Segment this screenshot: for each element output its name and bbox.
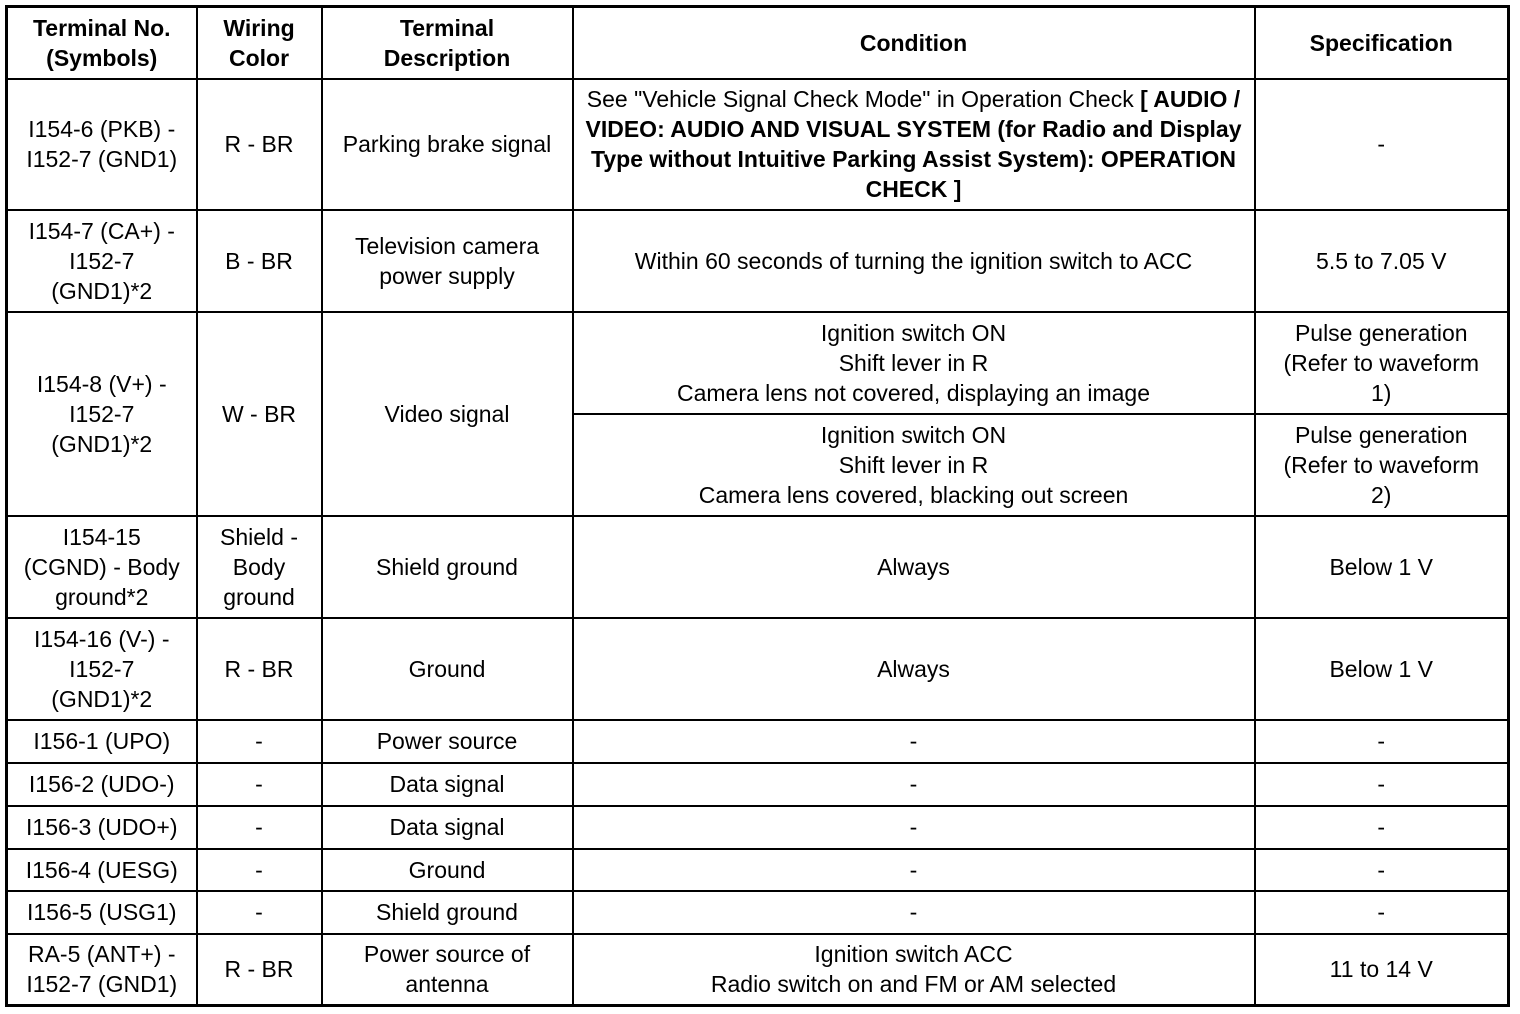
condition-text: See "Vehicle Signal Check Mode" in Operation Check	[586, 86, 1141, 112]
header-wiring-color: Wiring Color	[197, 7, 322, 79]
cell-description: Power source	[322, 720, 573, 763]
cell-description: Parking brake signal	[322, 79, 573, 210]
cell-specification: -	[1255, 79, 1509, 210]
table-row	[7, 934, 1509, 1006]
cell-condition: -	[573, 891, 1255, 934]
cell-condition: -	[573, 849, 1255, 891]
cell-specification: Pulse generation (Refer to waveform 2)	[1255, 414, 1509, 516]
operation-check-link[interactable]: [ AUDIO / VIDEO: AUDIO AND VISUAL SYSTEM (for Radio and Display Type without Intuitive Parking Assist System): OPERATION CHECK ]	[585, 86, 1242, 202]
cell-specification: 11 to 14 V	[1255, 934, 1509, 1006]
cell-description: Television camera power supply	[322, 210, 573, 312]
table-row	[7, 763, 1509, 806]
cell-wiring: -	[197, 763, 322, 806]
cell-terminal: I156-4 (UESG)	[7, 849, 197, 891]
cell-condition: Ignition switch ON Shift lever in R Camera lens not covered, displaying an image	[573, 312, 1255, 414]
terminal-spec-table-wrapper	[5, 5, 1507, 1007]
cell-terminal: I156-5 (USG1)	[7, 891, 197, 934]
cell-specification: Pulse generation (Refer to waveform 1)	[1255, 312, 1509, 414]
header-terminal: Terminal No. (Symbols)	[7, 7, 197, 79]
header-terminal-description: Terminal Description	[322, 7, 573, 79]
cell-specification: Below 1 V	[1255, 618, 1509, 720]
cell-specification: -	[1255, 806, 1509, 849]
cell-wiring: -	[197, 806, 322, 849]
table-row	[7, 618, 1509, 720]
cell-specification: -	[1255, 849, 1509, 891]
cell-condition: -	[573, 720, 1255, 763]
cell-terminal: I156-2 (UDO-)	[7, 763, 197, 806]
cell-description: Ground	[322, 849, 573, 891]
cell-condition	[573, 79, 1255, 210]
cell-specification: -	[1255, 763, 1509, 806]
cell-condition: Within 60 seconds of turning the ignition switch to ACC	[573, 210, 1255, 312]
table-row	[7, 806, 1509, 849]
cell-condition: Ignition switch ON Shift lever in R Camera lens covered, blacking out screen	[573, 414, 1255, 516]
cell-terminal: I154-6 (PKB) - I152-7 (GND1)	[7, 79, 197, 210]
cell-wiring: -	[197, 849, 322, 891]
cell-description: Shield ground	[322, 891, 573, 934]
cell-wiring: B - BR	[197, 210, 322, 312]
cell-terminal: I154-7 (CA+) - I152-7 (GND1)*2	[7, 210, 197, 312]
cell-wiring: W - BR	[197, 312, 322, 516]
cell-specification: -	[1255, 720, 1509, 763]
table-row	[7, 516, 1509, 618]
cell-condition: -	[573, 763, 1255, 806]
table-row	[7, 312, 1509, 414]
cell-wiring: -	[197, 720, 322, 763]
cell-terminal: I154-16 (V-) - I152-7 (GND1)*2	[7, 618, 197, 720]
header-condition: Condition	[573, 7, 1255, 79]
cell-condition: Always	[573, 618, 1255, 720]
cell-terminal: I156-3 (UDO+)	[7, 806, 197, 849]
header-specification: Specification	[1255, 7, 1509, 79]
cell-description: Ground	[322, 618, 573, 720]
cell-terminal: I154-8 (V+) - I152-7 (GND1)*2	[7, 312, 197, 516]
table-row	[7, 79, 1509, 210]
table-row	[7, 720, 1509, 763]
terminal-spec-table	[5, 5, 1510, 1007]
cell-terminal: I156-1 (UPO)	[7, 720, 197, 763]
cell-wiring: R - BR	[197, 934, 322, 1006]
cell-description: Data signal	[322, 763, 573, 806]
table-row	[7, 891, 1509, 934]
cell-specification: 5.5 to 7.05 V	[1255, 210, 1509, 312]
cell-wiring: -	[197, 891, 322, 934]
cell-condition: Always	[573, 516, 1255, 618]
cell-wiring: R - BR	[197, 79, 322, 210]
cell-specification: Below 1 V	[1255, 516, 1509, 618]
cell-wiring: Shield - Body ground	[197, 516, 322, 618]
cell-specification: -	[1255, 891, 1509, 934]
cell-terminal: I154-15 (CGND) - Body ground*2	[7, 516, 197, 618]
cell-condition: -	[573, 806, 1255, 849]
cell-wiring: R - BR	[197, 618, 322, 720]
table-row	[7, 849, 1509, 891]
cell-description: Video signal	[322, 312, 573, 516]
cell-description: Power source of antenna	[322, 934, 573, 1006]
cell-terminal: RA-5 (ANT+) - I152-7 (GND1)	[7, 934, 197, 1006]
header-row	[7, 7, 1509, 79]
cell-description: Shield ground	[322, 516, 573, 618]
table-row	[7, 210, 1509, 312]
cell-description: Data signal	[322, 806, 573, 849]
cell-condition: Ignition switch ACC Radio switch on and FM or AM selected	[573, 934, 1255, 1006]
